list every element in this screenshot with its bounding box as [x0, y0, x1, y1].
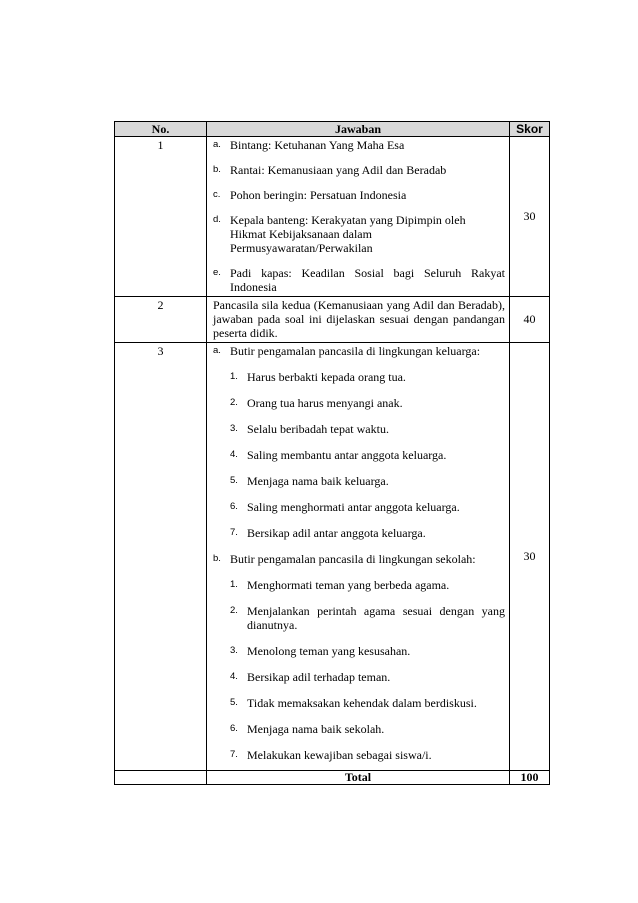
list-item: 2. Orang tua harus menyangi anak. [230, 396, 403, 410]
list-item: a. Bintang: Ketuhanan Yang Maha Esa [213, 138, 405, 152]
answer-cell [207, 343, 510, 771]
row-number: 2 [115, 297, 207, 343]
list-item: c. Pohon beringin: Persatuan Indonesia [213, 188, 407, 202]
answer-key-table [114, 121, 550, 785]
header-skor: Skor [510, 122, 550, 137]
group-heading: a. Butir pengamalan pancasila di lingkungan keluarga: [213, 344, 481, 358]
table-row [115, 297, 550, 343]
list-item: e. Padi kapas: Keadilan Sosial bagi Seluruh Rakyat Indonesia [213, 266, 505, 294]
header-row [115, 122, 550, 137]
list-item: 6. Saling menghormati antar anggota keluarga. [230, 500, 460, 514]
list-item: 3. Selalu beribadah tepat waktu. [230, 422, 389, 436]
total-value: 100 [510, 771, 550, 785]
sub-list [213, 370, 505, 540]
score-cell: 30 [510, 343, 550, 771]
header-no: No. [115, 122, 207, 137]
list-item: 4. Saling membantu antar anggota keluarga. [230, 448, 447, 462]
list-item: b. Rantai: Kemanusiaan yang Adil dan Beradab [213, 163, 447, 177]
list-item: 7. Bersikap adil antar anggota keluarga. [230, 526, 426, 540]
list-item: 2. Menjalankan perintah agama sesuai dengan yang dianutnya. [230, 604, 505, 632]
total-empty-cell [115, 771, 207, 785]
header-jawaban: Jawaban [207, 122, 510, 137]
score-cell: 30 [510, 137, 550, 297]
score-cell: 40 [510, 297, 550, 343]
list-item: 1. Menghormati teman yang berbeda agama. [230, 578, 450, 592]
list-item: 5. Menjaga nama baik keluarga. [230, 474, 389, 488]
sub-list [213, 578, 505, 762]
answer-cell [207, 297, 510, 343]
list-item: 7. Melakukan kewajiban sebagai siswa/i. [230, 748, 432, 762]
row-number: 1 [115, 137, 207, 297]
list-item: d. Kepala banteng: Kerakyatan yang Dipimpin oleh Hikmat Kebijaksanaan dalam Permusyawaratan/Perwakilan [213, 213, 466, 255]
answer-cell [207, 137, 510, 297]
list-item: 6. Menjaga nama baik sekolah. [230, 722, 385, 736]
row-number: 3 [115, 343, 207, 771]
list-item: 4. Bersikap adil terhadap teman. [230, 670, 391, 684]
list-item: 5. Tidak memaksakan kehendak dalam berdiskusi. [230, 696, 477, 710]
total-row [115, 771, 550, 785]
table-row [115, 137, 550, 297]
list-item: 1. Harus berbakti kepada orang tua. [230, 370, 406, 384]
group-heading: b. Butir pengamalan pancasila di lingkungan sekolah: [213, 552, 476, 566]
table-row [115, 343, 550, 771]
total-label: Total [207, 771, 510, 785]
answer-paragraph: Pancasila sila kedua (Kemanusiaan yang Adil dan Beradab), jawaban pada soal ini dijelaskan sesuai dengan pandangan peserta didik. [213, 298, 505, 340]
list-item: 3. Menolong teman yang kesusahan. [230, 644, 411, 658]
